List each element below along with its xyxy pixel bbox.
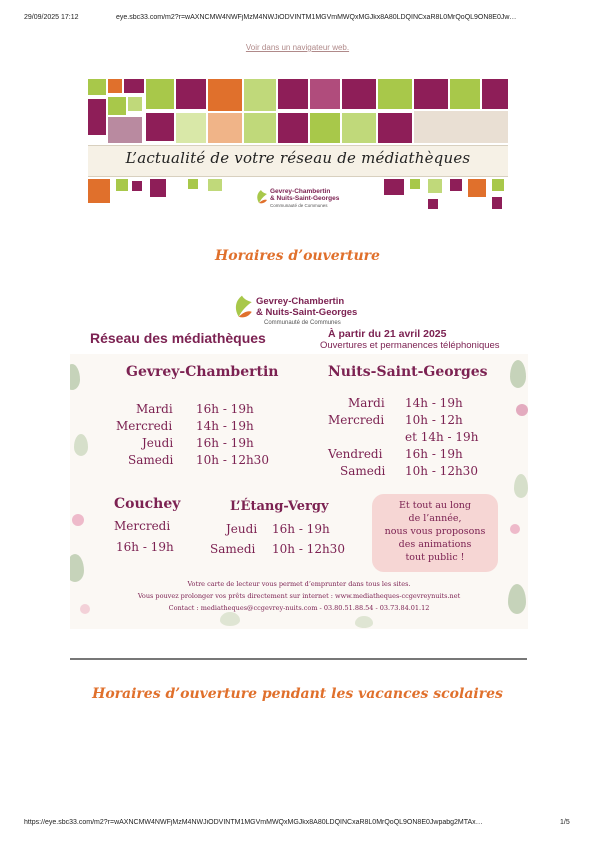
- nuits-hours: 10h - 12h: [405, 413, 463, 427]
- gevrey-hours: 16h - 19h: [196, 402, 254, 416]
- nuits-hours: 10h - 12h30: [405, 464, 478, 478]
- banner-title: L’actualité de votre réseau de médiathèques: [125, 149, 471, 167]
- poster-note: Votre carte de lecteur vous permet d’emprunter dans tous les sites.: [187, 580, 411, 588]
- year-round-line: nous vous proposons: [384, 526, 486, 537]
- gevrey-day: Jeudi: [142, 436, 174, 450]
- banner-logo-name: Gevrey-Chambertin & Nuits-Saint-Georges: [270, 188, 340, 202]
- view-in-browser-link[interactable]: Voir dans un navigateur web.: [245, 43, 350, 52]
- gevrey-title: Gevrey-Chambertin: [126, 364, 279, 380]
- etang-day: Samedi: [210, 542, 256, 556]
- nuits-hours: et 14h - 19h: [405, 430, 479, 444]
- etang-day: Jeudi: [226, 522, 258, 536]
- banner-logo-subtitle: Communauté de Communes: [270, 203, 328, 208]
- gevrey-hours: 16h - 19h: [196, 436, 254, 450]
- network-title: Réseau des médiathèques: [90, 330, 266, 346]
- gevrey-day: Samedi: [128, 453, 174, 467]
- etang-hours: 10h - 12h30: [272, 542, 345, 556]
- gevrey-hours: 14h - 19h: [196, 419, 254, 433]
- banner-logo: [252, 186, 362, 212]
- nuits-hours: 14h - 19h: [405, 396, 463, 410]
- print-url-footer: https://eye.sbc33.com/m2?r=wAXNCMW4NWFjMzM4NWJiODVINTM1MGVmMWQxMGJkx8A80LDQINCxaR8L0MrQoQL9ON8E0Jwpabg2MTAx…: [24, 819, 483, 826]
- etang-hours: 16h - 19h: [272, 522, 330, 536]
- grape-leaf-logo-icon: [230, 294, 254, 320]
- year-round-line: tout public !: [405, 552, 465, 563]
- year-round-line: des animations: [398, 539, 472, 550]
- couchey-title: Couchey: [114, 496, 181, 512]
- nuits-day: Mercredi: [328, 413, 385, 427]
- section-divider: [70, 658, 527, 660]
- nuits-title: Nuits-Saint-Georges: [328, 364, 488, 380]
- opening-hours-title: Horaires d’ouverture: [215, 248, 380, 264]
- poster-note: Contact : mediatheques@ccgevrey-nuits.com - 03.80.51.88.54 - 03.73.84.01.12: [168, 604, 430, 612]
- year-round-line: Et tout au long: [398, 500, 472, 511]
- year-round-line: de l’année,: [408, 513, 462, 524]
- poster-logo-subtitle: Communauté de Communes: [264, 320, 341, 326]
- holiday-hours-title: Horaires d’ouverture pendant les vacances scolaires: [92, 686, 503, 702]
- gevrey-day: Mardi: [136, 402, 173, 416]
- nuits-hours: 16h - 19h: [405, 447, 463, 461]
- nuits-day: Vendredi: [328, 447, 383, 461]
- gevrey-day: Mercredi: [116, 419, 173, 433]
- poster-subtitle: Ouvertures et permanences téléphoniques: [320, 340, 500, 351]
- gevrey-hours: 10h - 12h30: [196, 453, 269, 467]
- poster-logo-name: Gevrey-Chambertin & Nuits-Saint-Georges: [256, 296, 358, 318]
- couchey-day: Mercredi: [114, 519, 171, 533]
- opening-hours-poster: [70, 286, 528, 629]
- poster-logo: [228, 290, 378, 328]
- year-round-box: [372, 494, 498, 572]
- poster-body: [70, 354, 528, 629]
- nuits-day: Mardi: [348, 396, 385, 410]
- start-date: À partir du 21 avril 2025: [328, 328, 447, 340]
- print-datetime: 29/09/2025 17:12: [24, 14, 79, 21]
- grape-leaf-logo-icon: [254, 189, 268, 205]
- poster-note: Vous pouvez prolonger vos prêts directement sur internet : www.mediatheques-ccgevreynuits.net: [137, 592, 461, 600]
- print-url-header: eye.sbc33.com/m2?r=wAXNCMW4NWFjMzM4NWJiODVINTM1MGVmMWQxMGJkx8A80LDQINCxaR8L0MrQoQL9ON8E0Jw…: [116, 14, 517, 21]
- newsletter-banner: [88, 79, 508, 214]
- couchey-hours: 16h - 19h: [116, 540, 174, 554]
- etang-title: L’Étang-Vergy: [230, 499, 329, 514]
- nuits-day: Samedi: [340, 464, 386, 478]
- page-number: 1/5: [560, 819, 570, 826]
